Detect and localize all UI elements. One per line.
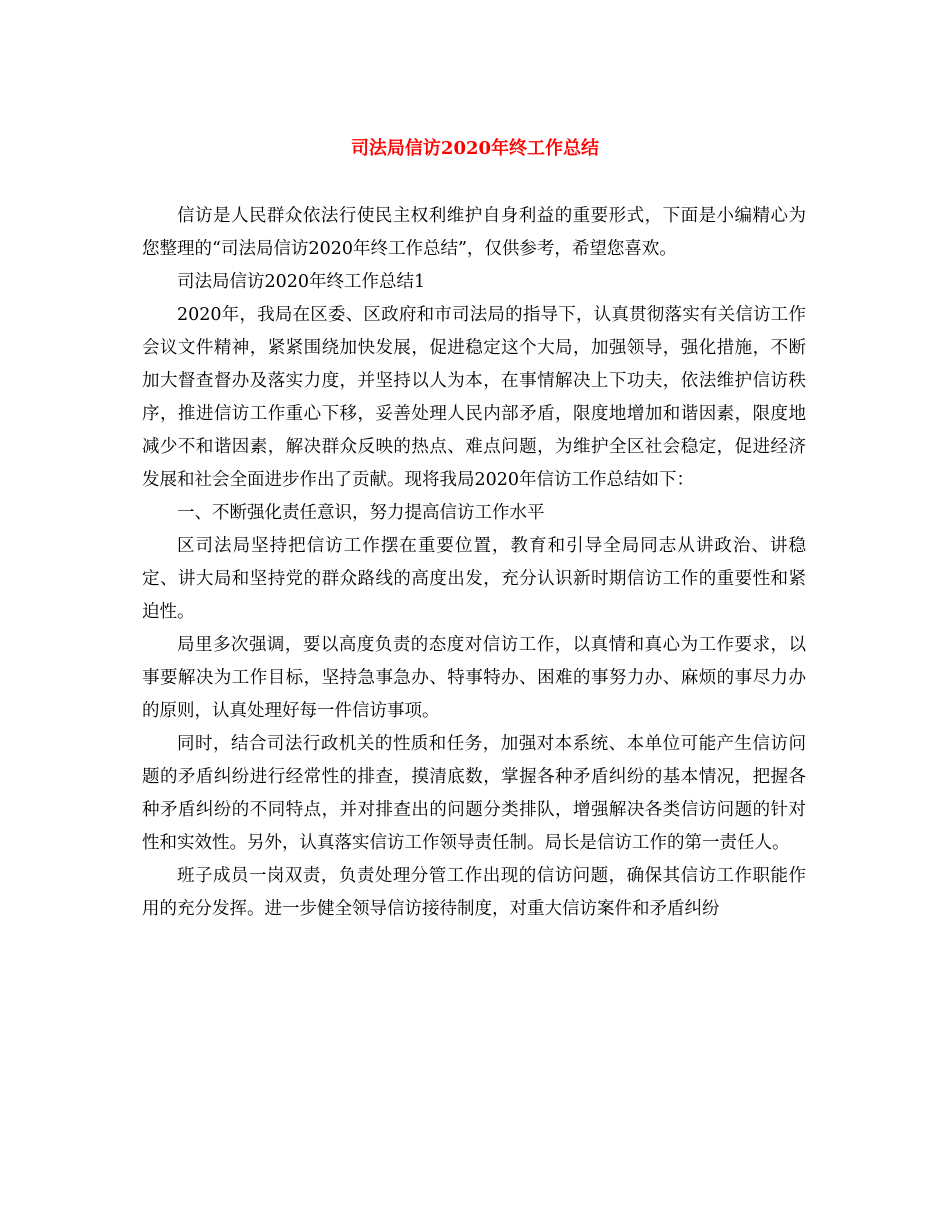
- paragraph-principles: 局里多次强调，要以高度负责的态度对信访工作，以真情和真心为工作要求，以事要解决为工作目标，坚持急事急办、特事特办、困难的事努力办、麻烦的事尽力办的原则，认真处理好每一件信访事项。: [142, 635, 806, 721]
- paragraph-investigation: 同时，结合司法行政机关的性质和任务，加强对本系统、本单位可能产生信访问题的矛盾纠纷进行经常性的排查，摸清底数，掌握各种矛盾纠纷的基本情况，把握各种矛盾纠纷的不同特点，并对排查出的问题分类排队，增强解决各类信访问题的针对性和实效性。另外，认真落实信访工作领导责任制。局长是信访工作的第一责任人。: [142, 734, 806, 853]
- section-heading-1: 一、不断强化责任意识，努力提高信访工作水平: [177, 503, 545, 523]
- paragraph-responsibility: 班子成员一岗双责，负责处理分管工作出现的信访问题，确保其信访工作职能作用的充分发挥。进一步健全领导信访接待制度，对重大信访案件和矛盾纠纷: [142, 866, 806, 919]
- paragraph-overview: 2020年，我局在区委、区政府和市司法局的指导下，认真贯彻落实有关信访工作会议文件精神，紧紧围绕加快发展，促进稳定这个大局，加强领导，强化措施，不断加大督查督办及落实力度，并坚持以人为本，在事情解决上下功夫，依法维护信访秩序，推进信访工作重心下移，妥善处理人民内部矛盾，限度地增加和谐因素，限度地减少不和谐因素，解决群众反映的热点、难点问题，为维护全区社会稳定，促进经济发展和社会全面进步作出了贡献。现将我局2020年信访工作总结如下：: [142, 305, 806, 490]
- document-title: 司法局信访2020年终工作总结: [350, 138, 600, 159]
- paragraph-subtitle: 司法局信访2020年终工作总结1: [177, 272, 426, 292]
- paragraph-priority: 区司法局坚持把信访工作摆在重要位置，教育和引导全局同志从讲政治、讲稳定、讲大局和坚持党的群众路线的高度出发，充分认识新时期信访工作的重要性和紧迫性。: [142, 536, 806, 622]
- paragraph-intro: 信访是人民群众依法行使民主权利维护自身利益的重要形式，下面是小编精心为您整理的“司法局信访2020年终工作总结”，仅供参考，希望您喜欢。: [142, 206, 806, 259]
- document-body: [142, 200, 806, 926]
